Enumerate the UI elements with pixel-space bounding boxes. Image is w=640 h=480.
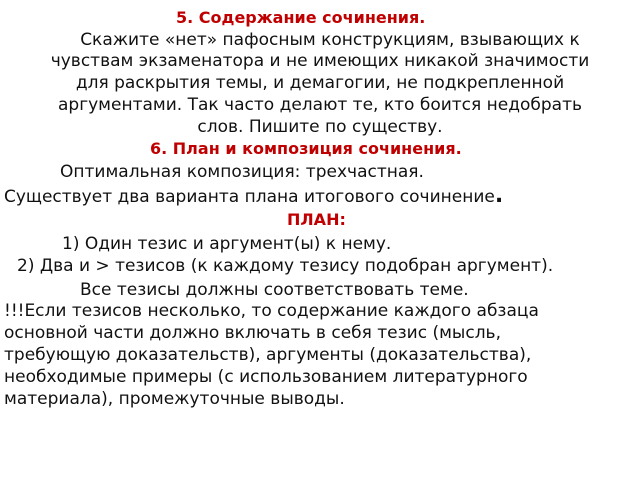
plan-item-1: 1) Один тезис и аргумент(ы) к нему. — [62, 234, 392, 254]
theses-note-line-5: материала), промежуточные выводы. — [4, 389, 345, 409]
variants-text: Существует два варианта плана итогового сочинение — [4, 187, 495, 207]
composition-line: Оптимальная композиция: трехчастная. — [60, 162, 424, 182]
section5-paragraph-line-5: слов. Пишите по существу. — [197, 117, 443, 137]
theses-note-line-3: требующую доказательств), аргументы (доказательства), — [4, 345, 532, 365]
theses-note-line-1: !!!Если тезисов несколько, то содержание каждого абзаца — [4, 301, 539, 321]
section5-paragraph-line-4: аргументами. Так часто делают те, кто боится недобрать — [57, 95, 582, 115]
theses-note-line-2: основной части должно включать в себя тезис (мысль, — [4, 323, 501, 343]
section5-paragraph-line-2: чувствам экзаменатора и не имеющих никакой значимости — [50, 51, 590, 71]
section5-paragraph-line-1: Скажите «нет» пафосным конструкциям, взывающих к — [80, 30, 580, 50]
section5-heading: 5. Содержание сочинения. — [176, 8, 426, 27]
section5-paragraph-line-3: для раскрытия темы, и демагогии, не подкрепленной — [75, 73, 565, 93]
theses-note-line-4: необходимые примеры (с использованием литературного — [4, 367, 528, 387]
theses-correspond-line: Все тезисы должны соответствовать теме. — [80, 280, 469, 300]
variants-line — [4, 185, 503, 208]
plan-heading: ПЛАН: — [287, 210, 346, 229]
plan-item-2: 2) Два и > тезисов (к каждому тезису подобран аргумент). — [17, 256, 554, 276]
section6-heading: 6. План и композиция сочинения. — [150, 139, 462, 158]
variants-dot: . — [494, 183, 504, 208]
